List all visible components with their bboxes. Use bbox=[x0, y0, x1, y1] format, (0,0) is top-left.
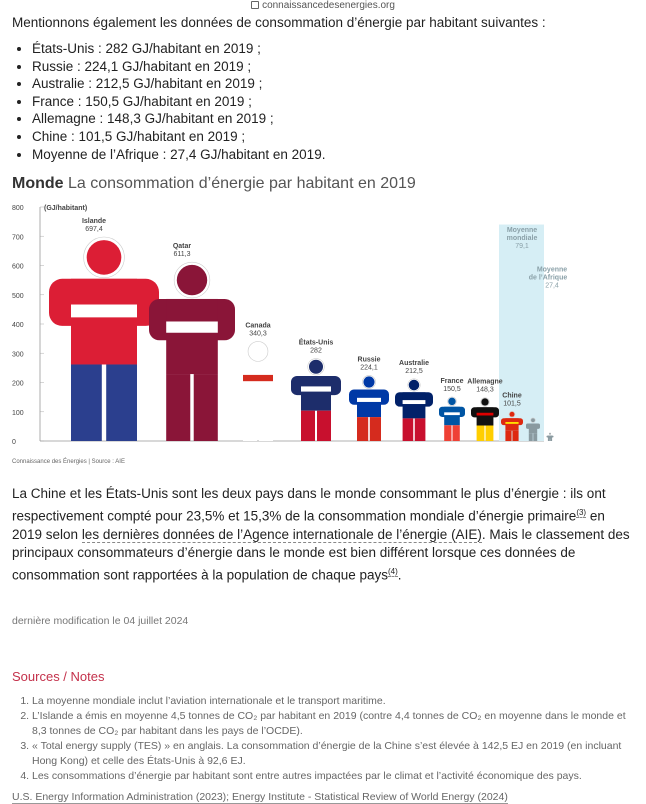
person-torso bbox=[548, 436, 552, 439]
category-label: de l’Afrique bbox=[528, 274, 568, 282]
person-bar bbox=[547, 433, 554, 441]
energy-chart bbox=[12, 175, 572, 471]
category-label: mondiale bbox=[506, 235, 538, 243]
paragraph-text: . bbox=[397, 567, 402, 583]
person-torso bbox=[444, 407, 460, 425]
category-label: États-Unis bbox=[298, 339, 334, 347]
source-link[interactable]: U.S. Energy Information Administration (2023); Energy Institute - Statistical Review of World Energy (2024) bbox=[12, 790, 508, 803]
y-tick-label: 500 bbox=[12, 292, 24, 300]
person-leg-right bbox=[259, 404, 273, 441]
paragraph-text: La Chine et les États-Unis sont les deux pays dans le monde consommant le plus d’énergie : ils ont respectivement compté pour 23,5% et 15,3% de la consommation mondiale d’énergie primaire bbox=[12, 486, 606, 524]
list-item: • États-Unis : 282 GJ/habitant en 2019 ; bbox=[32, 40, 634, 58]
person-head-fill bbox=[509, 412, 514, 417]
note-item: 3. « Total energy supply (TES) » en anglais. La consommation d’énergie de la Chine s’est élevée à 142,5 EJ en 2019 (en incluant Hong Kong) et celle des États-Unis à 92,6 EJ. bbox=[32, 739, 634, 769]
person-torso bbox=[243, 363, 273, 405]
person-leg-left bbox=[243, 404, 257, 441]
analysis-paragraph bbox=[12, 485, 634, 585]
chart-svg bbox=[12, 197, 572, 471]
person-leg-right bbox=[106, 365, 137, 442]
value-label: 697,4 bbox=[85, 226, 103, 234]
person-head-fill bbox=[481, 398, 488, 405]
person-leg-left bbox=[166, 374, 190, 441]
list-item: • France : 150,5 GJ/habitant en 2019 ; bbox=[32, 93, 634, 111]
y-tick-label: 600 bbox=[12, 263, 24, 271]
value-label: 340,3 bbox=[249, 330, 267, 338]
person-leg-right bbox=[550, 439, 552, 441]
person-stripe bbox=[505, 422, 518, 424]
person-leg-left bbox=[301, 411, 315, 441]
footnote-ref-3[interactable]: (3) bbox=[576, 507, 587, 517]
category-label: Moyenne bbox=[536, 266, 568, 274]
person-bar bbox=[49, 237, 159, 441]
person-head-fill bbox=[409, 380, 420, 391]
category-label: Qatar bbox=[172, 243, 192, 251]
y-tick-label: 100 bbox=[12, 409, 24, 417]
person-leg-right bbox=[512, 431, 518, 441]
person-head-fill bbox=[363, 377, 374, 388]
sources-heading: Sources / Notes bbox=[12, 668, 105, 684]
person-leg-right bbox=[370, 417, 381, 441]
person-torso bbox=[477, 407, 494, 425]
person-torso bbox=[166, 299, 218, 374]
person-leg-right bbox=[194, 374, 218, 441]
value-label: 224,1 bbox=[360, 364, 378, 372]
person-leg-left bbox=[477, 426, 485, 441]
list-item: • Chine : 101,5 GJ/habitant en 2019 ; bbox=[32, 128, 634, 146]
person-bar bbox=[291, 359, 341, 441]
person-head-fill bbox=[87, 240, 122, 275]
y-tick-label: 0 bbox=[12, 439, 16, 447]
chart-title-bold: Monde bbox=[12, 175, 64, 193]
consumption-list bbox=[12, 40, 634, 163]
person-leg-left bbox=[71, 365, 102, 442]
person-head-fill bbox=[309, 360, 323, 374]
value-label: 282 bbox=[310, 347, 322, 355]
note-item: 4. Les consommations d’énergie par habitant sont entre autres impactées par le climat et l’activité économique des pays. bbox=[32, 769, 634, 784]
footnote-ref-4[interactable]: (4) bbox=[388, 566, 398, 576]
last-modified: dernière modification le 04 juillet 2024 bbox=[12, 614, 189, 627]
category-label: Australie bbox=[399, 360, 429, 367]
list-item: • Moyenne de l’Afrique : 27,4 GJ/habitant en 2019. bbox=[32, 146, 634, 164]
notes-list bbox=[12, 694, 634, 784]
person-head-fill bbox=[549, 433, 550, 434]
person-stripe bbox=[166, 322, 218, 333]
person-head-fill bbox=[250, 343, 267, 360]
category-label: Allemagne bbox=[467, 378, 503, 386]
category-label: Islande bbox=[81, 218, 107, 226]
person-head-fill bbox=[448, 398, 455, 405]
url-text: connaissancedesenergies.org bbox=[262, 0, 395, 11]
paragraph-text: . Mais le classement des principaux consommateurs d’énergie dans le monde est bien différent lorsque ces données de consommation sont rapportées à la population de chaque pays bbox=[12, 526, 630, 583]
value-label: 611,3 bbox=[173, 251, 191, 259]
person-stripe bbox=[403, 400, 426, 404]
list-item: • Allemagne : 148,3 GJ/habitant en 2019 ; bbox=[32, 110, 634, 128]
person-head-fill bbox=[531, 418, 535, 422]
person-torso bbox=[403, 392, 426, 418]
intro-text: Mentionnons également les données de consommation d’énergie par habitant suivantes : bbox=[12, 15, 546, 30]
person-bar bbox=[471, 398, 499, 441]
category-label: Moyenne bbox=[506, 227, 538, 235]
person-leg-right bbox=[486, 426, 494, 441]
chart-source: Connaissance des Énergies | Source : AIE bbox=[12, 459, 125, 466]
aie-link[interactable]: les dernières données de l’Agence internationale de l’énergie (AIE) bbox=[81, 526, 482, 542]
person-torso bbox=[357, 390, 381, 418]
person-stripe bbox=[301, 387, 331, 392]
person-leg-right bbox=[415, 419, 426, 442]
person-leg-left bbox=[403, 419, 414, 442]
value-label: 148,3 bbox=[476, 386, 494, 394]
y-tick-label: 700 bbox=[12, 234, 24, 242]
chart-title bbox=[12, 175, 572, 193]
browser-url-bar[interactable] bbox=[0, 0, 646, 12]
article-content bbox=[0, 15, 646, 803]
y-tick-label: 200 bbox=[12, 380, 24, 388]
person-stripe bbox=[357, 398, 381, 402]
paragraph-text: en 2019 selon bbox=[12, 508, 605, 542]
value-label: 27,4 bbox=[545, 282, 559, 290]
y-axis-label: (GJ/habitant) bbox=[44, 205, 88, 213]
category-label: Chine bbox=[502, 392, 522, 400]
person-bar bbox=[395, 379, 433, 441]
person-torso bbox=[529, 424, 537, 434]
lock-icon bbox=[251, 1, 259, 9]
value-label: 212,5 bbox=[405, 368, 423, 375]
person-leg-left bbox=[357, 417, 368, 441]
note-item: 1. La moyenne mondiale inclut l’aviation internationale et le transport maritime. bbox=[32, 694, 634, 709]
person-leg-left bbox=[505, 431, 511, 441]
category-label: France bbox=[440, 378, 464, 386]
y-tick-label: 300 bbox=[12, 351, 24, 359]
person-torso bbox=[301, 376, 331, 411]
person-bar bbox=[439, 397, 465, 441]
person-torso bbox=[71, 279, 137, 365]
person-torso bbox=[505, 418, 518, 430]
value-label: 101,5 bbox=[503, 400, 521, 408]
person-bar bbox=[149, 262, 235, 441]
source-line[interactable] bbox=[12, 791, 634, 803]
note-item: 2. L’Islande a émis en moyenne 4,5 tonnes de CO₂ par habitant en 2019 (contre 4,4 tonnes de CO₂ en moyenne dans le monde et 8,3 tonnes de CO₂ par habitant dans les pays de l’OCDE). bbox=[32, 709, 634, 739]
person-leg-right bbox=[317, 411, 331, 441]
value-label: 150,5 bbox=[443, 386, 461, 394]
chart-title-rest: La consommation d’énergie par habitant en 2019 bbox=[68, 175, 416, 193]
list-item: • Russie : 224,1 GJ/habitant en 2019 ; bbox=[32, 58, 634, 76]
person-bar bbox=[349, 376, 389, 442]
list-item: • Australie : 212,5 GJ/habitant en 2019 ; bbox=[32, 75, 634, 93]
person-leg-left bbox=[444, 425, 451, 441]
person-leg-left bbox=[529, 433, 533, 441]
person-stripe bbox=[477, 413, 494, 416]
person-stripe bbox=[243, 375, 273, 381]
category-label: Canada bbox=[245, 322, 271, 330]
person-leg-right bbox=[453, 425, 460, 441]
person-bar bbox=[233, 342, 283, 442]
person-leg-right bbox=[533, 433, 537, 441]
y-tick-label: 400 bbox=[12, 322, 24, 330]
person-stripe bbox=[444, 412, 460, 415]
value-label: 79,1 bbox=[515, 243, 529, 251]
y-tick-label: 800 bbox=[12, 205, 24, 213]
person-stripe bbox=[71, 305, 137, 318]
person-head-fill bbox=[177, 265, 207, 295]
category-label: Russie bbox=[357, 356, 381, 364]
person-leg-left bbox=[548, 439, 550, 441]
world-average-panel bbox=[499, 225, 544, 441]
